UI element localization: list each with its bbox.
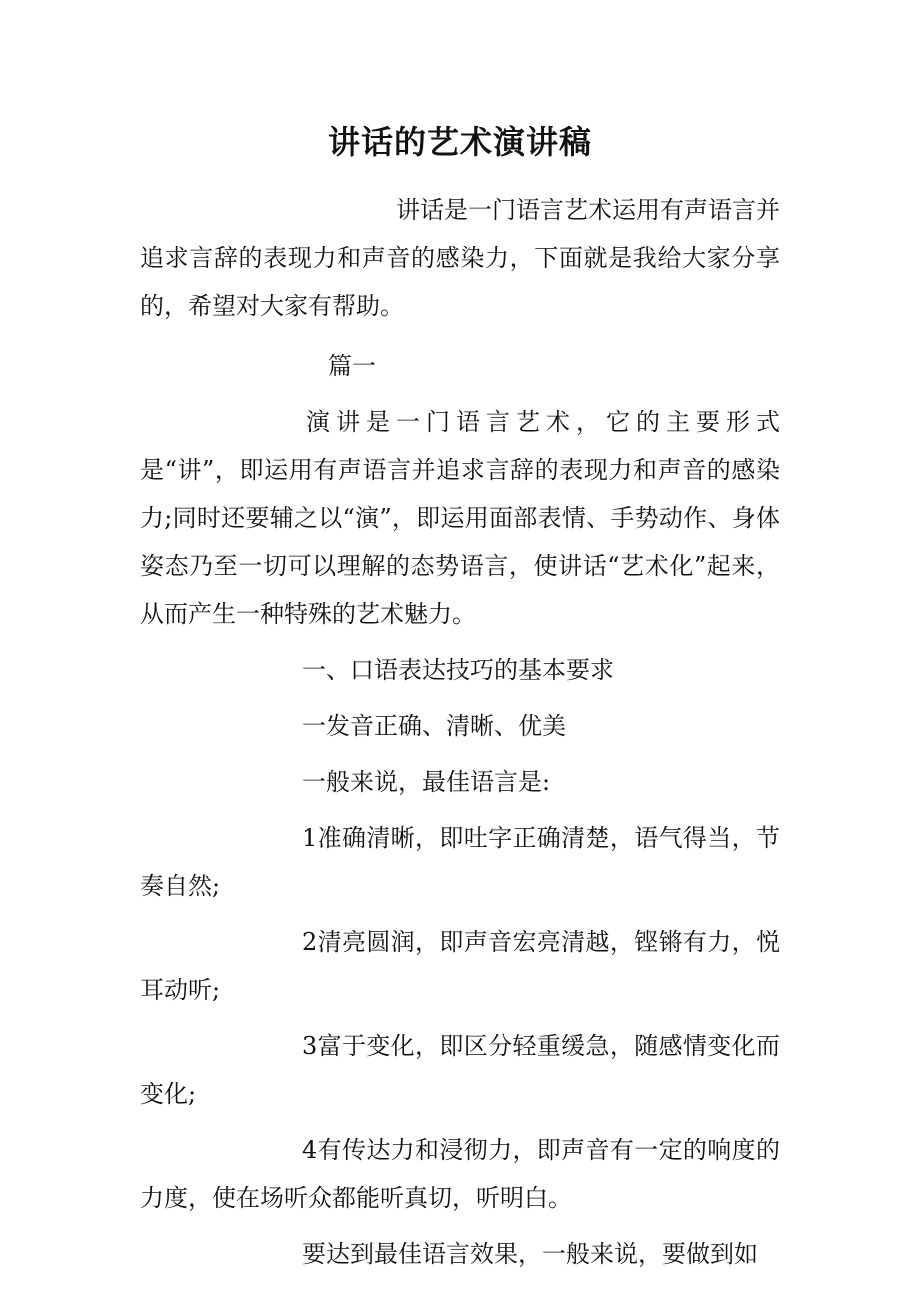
page-title: 讲话的艺术演讲稿 xyxy=(327,123,592,161)
closing-paragraph: 要达到最佳语言效果，一般来说，要做到如 xyxy=(302,1240,758,1268)
list-item-4: 4有传达力和浸彻力，即声音有一定的响度的力度，使在场听众都能听真切，听明白。 xyxy=(140,1136,780,1212)
document-body xyxy=(140,186,780,1278)
intro-paragraph: 讲话是一门语言艺术运用有声语言并追求言辞的表现力和声音的感染力，下面就是我给大家分享的，希望对大家有帮助。 xyxy=(140,196,780,320)
paragraph-1: 演讲是一门语言艺术，它的主要形式是“讲”，即运用有声语言并追求言辞的表现力和声音的感染力;同时还要辅之以“演”，即运用面部表情、手势动作、身体姿态乃至一切可以理解的态势语言，使讲话“艺术化”起来，从而产生一种特殊的艺术魅力。 xyxy=(140,408,780,628)
subheading-2: 一般来说，最佳语言是: xyxy=(302,768,551,796)
list-item-3: 3富于变化，即区分轻重缓急，随感情变化而变化; xyxy=(140,1032,780,1108)
list-item-2: 2清亮圆润，即声音宏亮清越，铿锵有力，悦耳动听; xyxy=(140,928,780,1004)
list-item-1: 1准确清晰，即吐字正确清楚，语气得当，节奏自然; xyxy=(140,824,780,900)
heading-1: 一、口语表达技巧的基本要求 xyxy=(302,656,614,684)
subheading-1: 一发音正确、清晰、优美 xyxy=(302,712,566,740)
section-label: 篇一 xyxy=(328,352,376,380)
